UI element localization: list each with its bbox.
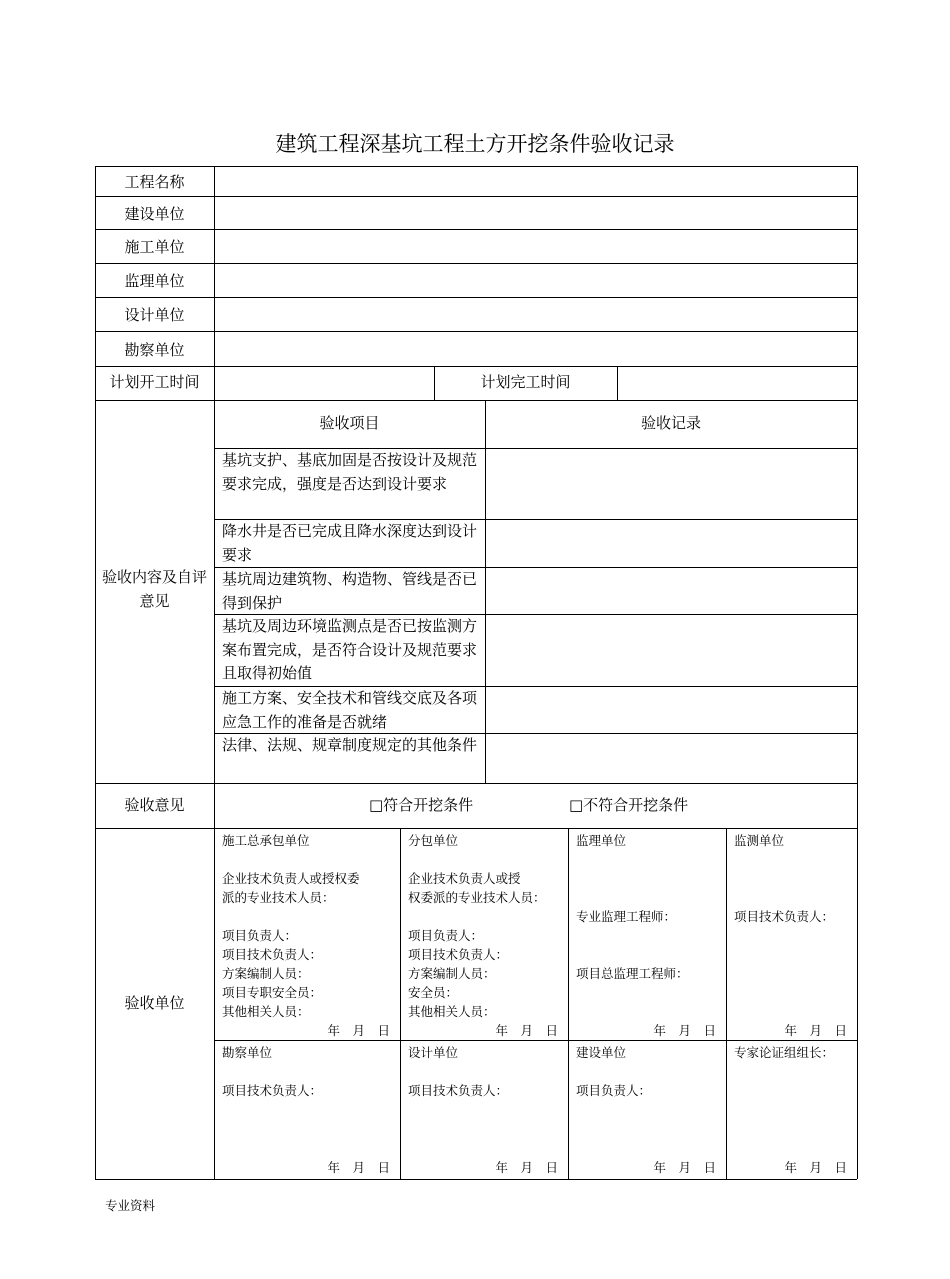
units-label: 验收单位 xyxy=(124,994,185,1012)
opinion-label: 验收意见 xyxy=(124,796,185,814)
acceptance-item-text: 基坑支护、基底加固是否按设计及规范要求完成，强度是否达到设计要求 xyxy=(222,451,478,493)
unit-name-bottom: 专家论证组组长： xyxy=(734,1045,835,1060)
signature-line: 企业技术负责人或授权委 xyxy=(222,871,360,886)
signature-line: 项目负责人： xyxy=(576,1083,652,1098)
acceptance-item-text: 基坑及周边环境监测点是否已按监测方案布置完成，是否符合设计及规范要求且取得初始值 xyxy=(222,617,478,682)
date-line: 年 月 日 xyxy=(653,1160,716,1175)
info-row-value-field[interactable] xyxy=(214,229,857,263)
acceptance-record-field[interactable] xyxy=(485,448,857,519)
info-row-label: 设计单位 xyxy=(124,306,185,324)
section-label: 验收内容及自评意见 xyxy=(101,568,207,610)
unit-name-top: 监理单位 xyxy=(576,833,627,848)
signature-line: 权委派的专业技术人员： xyxy=(408,890,546,905)
plan-end-field[interactable] xyxy=(617,366,857,400)
date-line: 年 月 日 xyxy=(495,1160,558,1175)
acceptance-record-field[interactable] xyxy=(485,733,857,783)
acceptance-item-text: 降水井是否已完成且降水深度达到设计要求 xyxy=(222,522,478,564)
date-line: 年 月 日 xyxy=(495,1023,558,1038)
acceptance-item-text: 基坑周边建筑物、构造物、管线是否已得到保护 xyxy=(222,570,478,612)
table-rule xyxy=(726,828,727,1179)
signature-line: 安全员： xyxy=(408,985,459,1000)
plan-start-label: 计划开工时间 xyxy=(109,373,200,391)
acceptance-item-text: 施工方案、安全技术和管线交底及各项应急工作的准备是否就绪 xyxy=(222,689,478,731)
unit-name-bottom: 勘察单位 xyxy=(222,1045,273,1060)
table-rule xyxy=(214,1040,857,1041)
signature-line: 项目技术负责人： xyxy=(408,947,509,962)
signature-line: 其他相关人员： xyxy=(408,1004,496,1019)
info-row-label: 建设单位 xyxy=(124,204,185,223)
col-record-header: 验收记录 xyxy=(640,414,701,432)
info-row-value-field[interactable] xyxy=(214,331,857,366)
unit-name-top: 监测单位 xyxy=(734,833,785,848)
acceptance-record-field[interactable] xyxy=(485,567,857,614)
signature-line: 方案编制人员： xyxy=(408,966,496,981)
unit-name-top: 分包单位 xyxy=(408,833,459,848)
signature-line: 项目负责人： xyxy=(408,928,484,943)
signature-line: 项目技术负责人： xyxy=(408,1083,509,1098)
table-rule xyxy=(568,828,569,1179)
col-item-header: 验收项目 xyxy=(319,414,380,432)
acceptance-record-field[interactable] xyxy=(485,686,857,733)
plan-start-field[interactable] xyxy=(214,366,434,400)
info-row-value-field[interactable] xyxy=(214,263,857,297)
info-row-value-field[interactable] xyxy=(214,297,857,331)
signature-line: 项目负责人： xyxy=(222,928,298,943)
signature-line: 其他相关人员： xyxy=(222,1004,310,1019)
unit-name-bottom: 建设单位 xyxy=(576,1045,627,1060)
date-line: 年 月 日 xyxy=(784,1160,847,1175)
info-row-label: 工程名称 xyxy=(124,173,185,191)
info-row-value-field[interactable] xyxy=(214,196,857,229)
date-line: 年 月 日 xyxy=(784,1023,847,1038)
footer-note: 专业资料 xyxy=(105,1198,156,1213)
table-rule xyxy=(95,1179,857,1180)
table-rule xyxy=(95,400,857,401)
table-rule xyxy=(95,828,857,829)
signature-line: 项目专职安全员： xyxy=(222,985,323,1000)
page-title: 建筑工程深基坑工程土方开挖条件验收记录 xyxy=(275,132,675,156)
signature-line: 专业监理工程师： xyxy=(576,909,677,924)
unit-name-top: 施工总承包单位 xyxy=(222,833,310,848)
opinion-option-conform[interactable]: □符合开挖条件 xyxy=(369,796,474,814)
opinion-option-nonconform[interactable]: □不符合开挖条件 xyxy=(569,796,689,814)
date-line: 年 月 日 xyxy=(653,1023,716,1038)
table-rule xyxy=(857,166,858,1179)
signature-line: 企业技术负责人或授 xyxy=(408,871,521,886)
signature-line: 项目技术负责人： xyxy=(222,1083,323,1098)
plan-end-label: 计划完工时间 xyxy=(480,373,571,391)
acceptance-record-field[interactable] xyxy=(485,614,857,686)
date-line: 年 月 日 xyxy=(327,1023,390,1038)
signature-line: 项目总监理工程师： xyxy=(576,966,689,981)
table-rule xyxy=(95,783,857,784)
signature-line: 方案编制人员： xyxy=(222,966,310,981)
signature-line: 项目技术负责人： xyxy=(222,947,323,962)
acceptance-item-text: 法律、法规、规章制度规定的其他条件 xyxy=(222,736,478,754)
date-line: 年 月 日 xyxy=(327,1160,390,1175)
signature-line: 项目技术负责人： xyxy=(734,909,835,924)
info-row-label: 施工单位 xyxy=(124,238,185,256)
acceptance-record-field[interactable] xyxy=(485,519,857,567)
table-rule xyxy=(400,828,401,1179)
info-row-label: 监理单位 xyxy=(124,272,185,290)
unit-name-bottom: 设计单位 xyxy=(408,1045,459,1060)
info-row-value-field[interactable] xyxy=(214,166,857,196)
info-row-label: 勘察单位 xyxy=(124,340,185,359)
signature-line: 派的专业技术人员： xyxy=(222,890,335,905)
